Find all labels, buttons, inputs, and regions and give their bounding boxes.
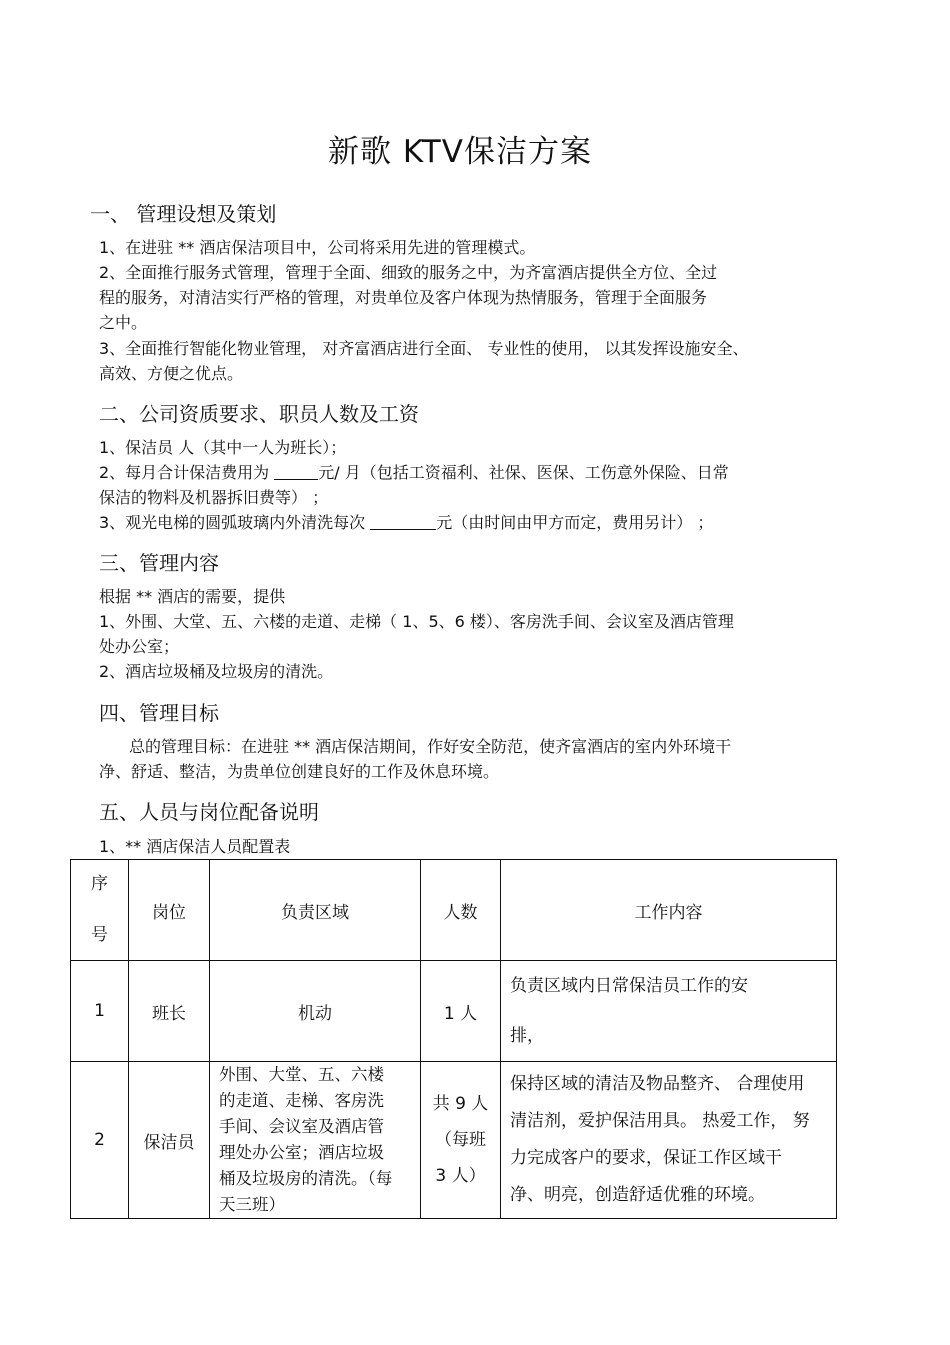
header-duty: 工作内容 [501, 860, 837, 961]
section-1-para-2-line-2: 程的服务，对清洁实行严格的管理，对贵单位及客户体现为热情服务，管理于全面服务 [99, 288, 708, 307]
section-2-para-2-line-1 [99, 460, 834, 486]
glass-fee-blank [370, 513, 436, 530]
row-1-duty-line-1: 负责区域内日常保洁员工作的安 [510, 976, 748, 996]
header-seq-bottom: 号 [91, 925, 108, 945]
row-2-seq: 2 [71, 1062, 129, 1219]
section-2-para-2-line-2: 保洁的物料及机器拆旧费等） ； [99, 488, 329, 507]
row-2-area-line-4: 理处办公室；酒店垃圾 [219, 1143, 384, 1162]
section-1-para-3-line-1: 3、全面推行智能化物业管理， 对齐富酒店进行全面、 专业性的使用， 以其发挥设施安全、 [99, 339, 749, 358]
table-row [71, 1062, 837, 1219]
header-area: 负责区域 [210, 860, 421, 961]
section-4-goal-line-1: 总的管理目标：在进驻 ** 酒店保洁期间，作好安全防范，使齐富酒店的室内外环境干 [129, 737, 732, 756]
row-2-duty-line-2: 清洁剂，爱护保洁用具。 热爱工作， 努 [510, 1111, 810, 1131]
table-row [71, 961, 837, 1062]
section-3-intro: 根据 ** 酒店的需要，提供 [99, 587, 286, 606]
row-2-count-line-3: 3 人） [435, 1166, 486, 1186]
row-2-duty-line-3: 力完成客户的要求，保证工作区域干 [510, 1148, 782, 1168]
row-2-area-line-1: 外围、大堂、五、六楼 [219, 1065, 384, 1084]
row-1-area: 机动 [210, 961, 421, 1062]
header-post: 岗位 [129, 860, 210, 961]
header-seq-top: 序 [91, 874, 108, 894]
fee-blank [274, 463, 318, 480]
section-3-item-2: 2、酒店垃圾桶及垃圾房的清洗。 [99, 662, 334, 681]
row-1-duty-line-2: 排， [510, 1026, 544, 1046]
row-1-count: 1 人 [421, 961, 501, 1062]
header-count: 人数 [421, 860, 501, 961]
staff-table [70, 859, 837, 1219]
row-1-seq: 1 [71, 961, 129, 1062]
row-2-post: 保洁员 [129, 1062, 210, 1219]
document-title: 新歌 KTV保洁方案 [328, 134, 592, 170]
section-3-item-1-line-2: 处办公室； [99, 637, 180, 656]
row-2-area-line-3: 手间、会议室及酒店管 [219, 1117, 384, 1136]
section-1-para-2-line-1: 2、全面推行服务式管理，管理于全面、细致的服务之中，为齐富酒店提供全方位、全过 [99, 263, 718, 282]
section-1-para-3-line-2: 高效、方便之优点。 [99, 364, 244, 383]
row-2-area [210, 1062, 421, 1219]
section-5-heading: 五、人员与岗位配备说明 [99, 800, 319, 824]
row-2-area-line-6: 天三班） [219, 1195, 285, 1214]
section-2-para-1: 1、保洁员 人（其中一人为班长）； [99, 438, 347, 457]
row-2-duty [501, 1062, 837, 1219]
row-2-duty-line-1: 保持区域的清洁及物品整齐、 合理使用 [510, 1074, 805, 1094]
section-1-heading: 一、 管理设想及策划 [90, 202, 277, 226]
fee-label: 2、每月合计保洁费用为 [99, 463, 275, 482]
row-2-count-line-2: （每班 [435, 1130, 486, 1150]
row-2-area-line-2: 的走道、走梯、客房洗 [219, 1091, 384, 1110]
row-2-duty-line-4: 净、明亮，创造舒适优雅的环境。 [510, 1185, 765, 1205]
row-2-count [421, 1062, 501, 1219]
section-3-heading: 三、管理内容 [99, 551, 219, 575]
row-1-post: 班长 [129, 961, 210, 1062]
row-2-area-line-5: 桶及垃圾房的清洗。（每 [219, 1169, 393, 1188]
section-1-para-1: 1、在进驻 ** 酒店保洁项目中，公司将采用先进的管理模式。 [99, 238, 536, 257]
section-4-heading: 四、管理目标 [99, 701, 219, 725]
section-2-para-3 [99, 510, 834, 536]
fee-detail: 元/ 月（包括工资福利、社保、医保、工伤意外保险、日常 [318, 463, 729, 482]
section-1-para-2-line-3: 之中。 [99, 313, 148, 332]
section-2-heading: 二、公司资质要求、职员人数及工资 [99, 402, 419, 426]
section-4-goal-line-2: 净、舒适、整洁，为贵单位创建良好的工作及休息环境。 [99, 762, 500, 781]
glass-fee-label: 3、观光电梯的圆弧玻璃内外清洗每次 [99, 513, 371, 532]
row-2-count-line-1: 共 9 人 [432, 1094, 489, 1114]
table-header-row [71, 860, 837, 961]
glass-fee-detail: 元（由时间由甲方而定，费用另计） ； [436, 513, 714, 532]
header-seq [71, 860, 129, 961]
table-caption: 1、** 酒店保洁人员配置表 [99, 837, 291, 856]
section-3-item-1-line-1: 1、外围、大堂、五、六楼的走道、走梯（ 1、5、6 楼）、客房洗手间、会议室及酒店管理 [99, 612, 734, 631]
row-1-duty [501, 961, 837, 1062]
